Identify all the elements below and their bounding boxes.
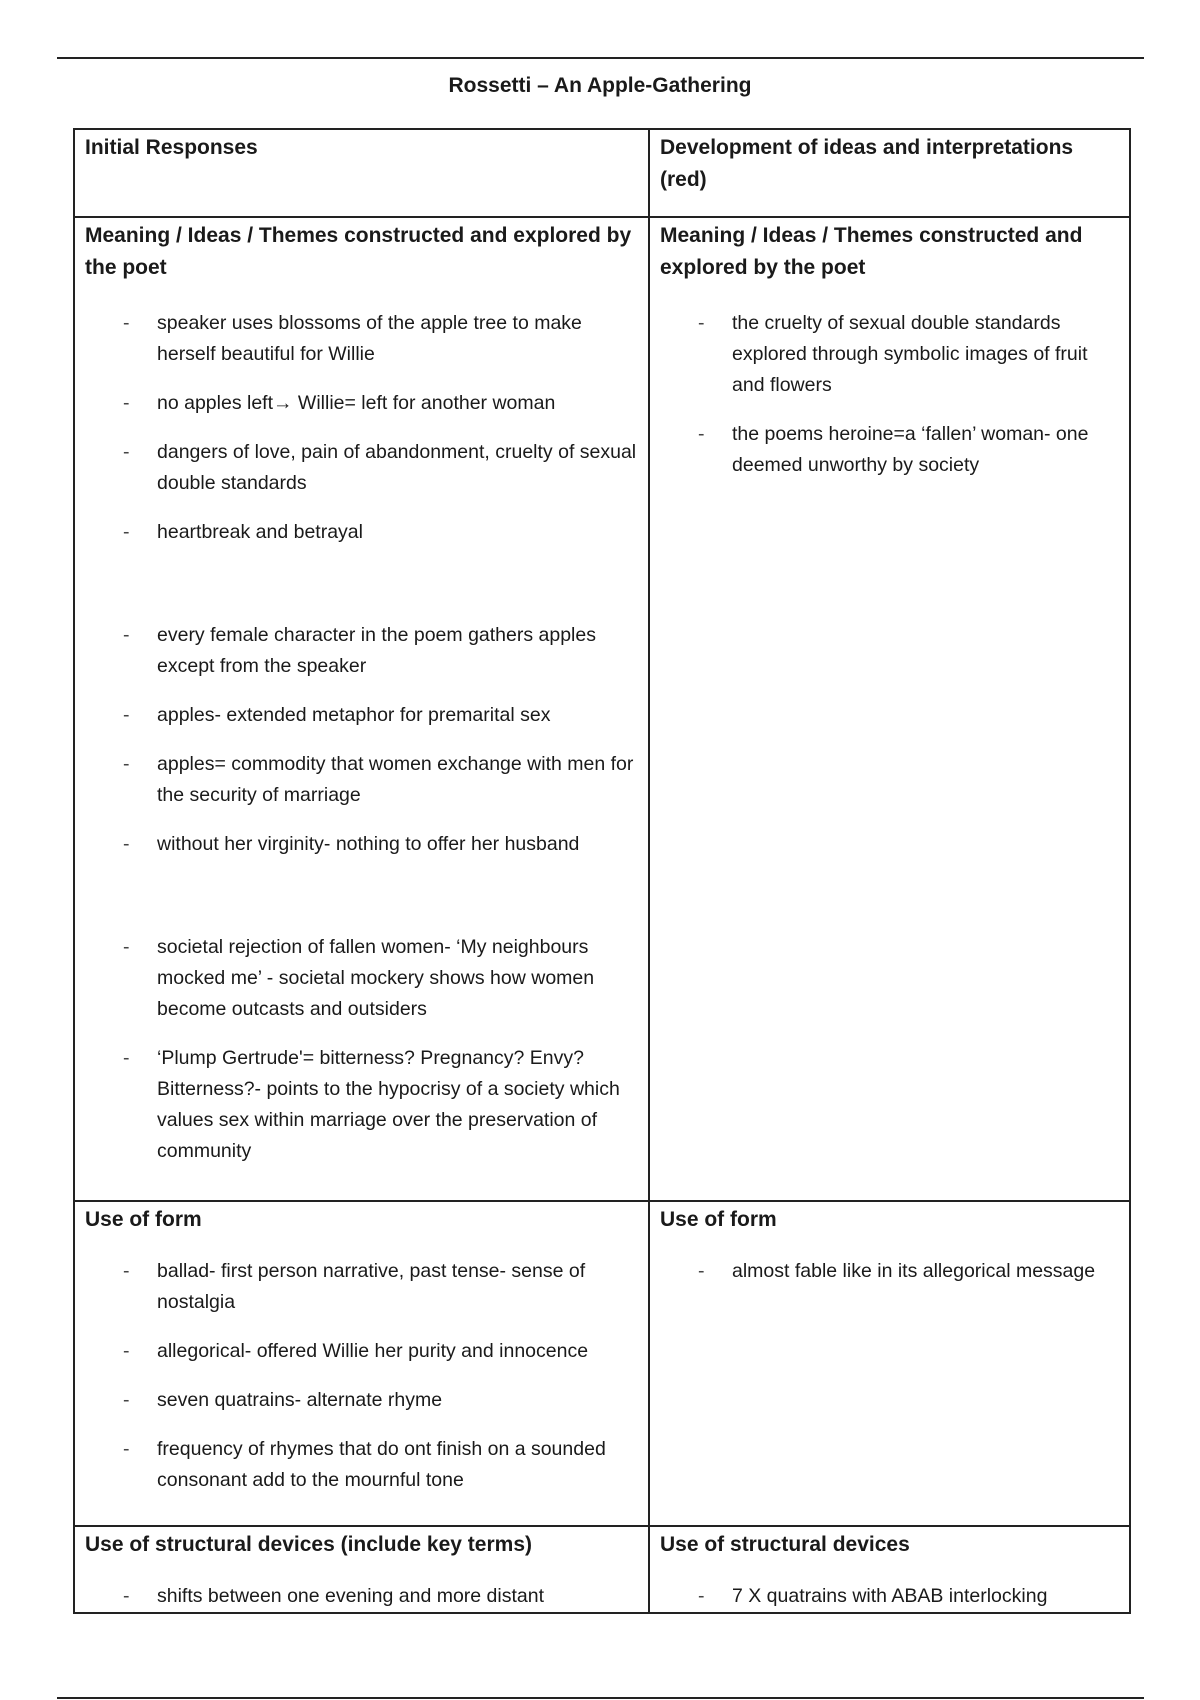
structure-right-heading: Use of structural devices	[660, 1533, 910, 1556]
structure-left-heading: Use of structural devices (include key terms)	[85, 1533, 532, 1556]
list-item: - the poems heroine=a ‘fallen’ woman- one deemed unworthy by society	[650, 419, 1129, 481]
structure-right-cell	[649, 1526, 1130, 1613]
list-item: - ‘Plump Gertrude'= bitterness? Pregnancy? Envy? Bitterness?- points to the hypocrisy of a society which values sex within marriage over the preservation of community	[75, 1043, 648, 1167]
meaning-row	[74, 217, 1130, 1201]
list-item: - almost fable like in its allegorical message	[650, 1256, 1129, 1287]
list-item: - speaker uses blossoms of the apple tree to make herself beautiful for Willie	[75, 308, 648, 370]
list-item: - without her virginity- nothing to offer her husband	[75, 829, 648, 860]
meaning-right-cell	[649, 217, 1130, 1201]
list-item: - ballad- first person narrative, past tense- sense of nostalgia	[75, 1256, 648, 1318]
list-item: - societal rejection of fallen women- ‘My neighbours mocked me’ - societal mockery shows how women become outcasts and outsiders	[75, 932, 648, 1025]
structure-right-list	[650, 1581, 1129, 1612]
list-item: - allegorical- offered Willie her purity and innocence	[75, 1336, 648, 1367]
structure-left-cell	[74, 1526, 649, 1613]
list-item: - frequency of rhymes that do ont finish on a sounded consonant add to the mournful tone	[75, 1434, 648, 1496]
list-item: - 7 X quatrains with ABAB interlocking	[650, 1581, 1129, 1612]
meaning-right-list	[650, 308, 1129, 481]
list-item: - shifts between one evening and more distant	[75, 1581, 648, 1612]
structure-left-list	[75, 1581, 648, 1612]
list-item: - dangers of love, pain of abandonment, cruelty of sexual double standards	[75, 437, 648, 499]
top-rule	[57, 57, 1144, 59]
form-right-heading: Use of form	[660, 1208, 777, 1231]
list-item: - apples- extended metaphor for premarital sex	[75, 700, 648, 731]
form-left-cell	[74, 1201, 649, 1526]
header-development: Development of ideas and interpretations (red)	[660, 136, 1074, 191]
form-right-list	[650, 1256, 1129, 1287]
list-item: - apples= commodity that women exchange with men for the security of marriage	[75, 749, 648, 811]
analysis-table	[73, 128, 1131, 1614]
header-initial-responses: Initial Responses	[85, 136, 258, 159]
meaning-left-cell	[74, 217, 649, 1201]
document-title: Rossetti – An Apple-Gathering	[448, 74, 752, 97]
list-item: - the cruelty of sexual double standards explored through symbolic images of fruit and flowers	[650, 308, 1129, 401]
form-left-list	[75, 1256, 648, 1496]
meaning-left-heading: Meaning / Ideas / Themes constructed and explored by the poet	[85, 224, 632, 279]
list-item: - no apples left→ Willie= left for another woman	[75, 388, 648, 419]
form-right-cell	[649, 1201, 1130, 1526]
table-header-row	[74, 129, 1130, 217]
bottom-rule	[57, 1697, 1144, 1699]
header-cell-initial	[74, 129, 649, 217]
meaning-left-list	[75, 308, 648, 1167]
list-item: - seven quatrains- alternate rhyme	[75, 1385, 648, 1416]
list-item: - every female character in the poem gathers apples except from the speaker	[75, 620, 648, 682]
list-item: - heartbreak and betrayal	[75, 517, 648, 548]
form-left-heading: Use of form	[85, 1208, 202, 1231]
structure-row	[74, 1526, 1130, 1613]
form-row	[74, 1201, 1130, 1526]
meaning-right-heading: Meaning / Ideas / Themes constructed and explored by the poet	[660, 224, 1083, 279]
header-cell-development	[649, 129, 1130, 217]
